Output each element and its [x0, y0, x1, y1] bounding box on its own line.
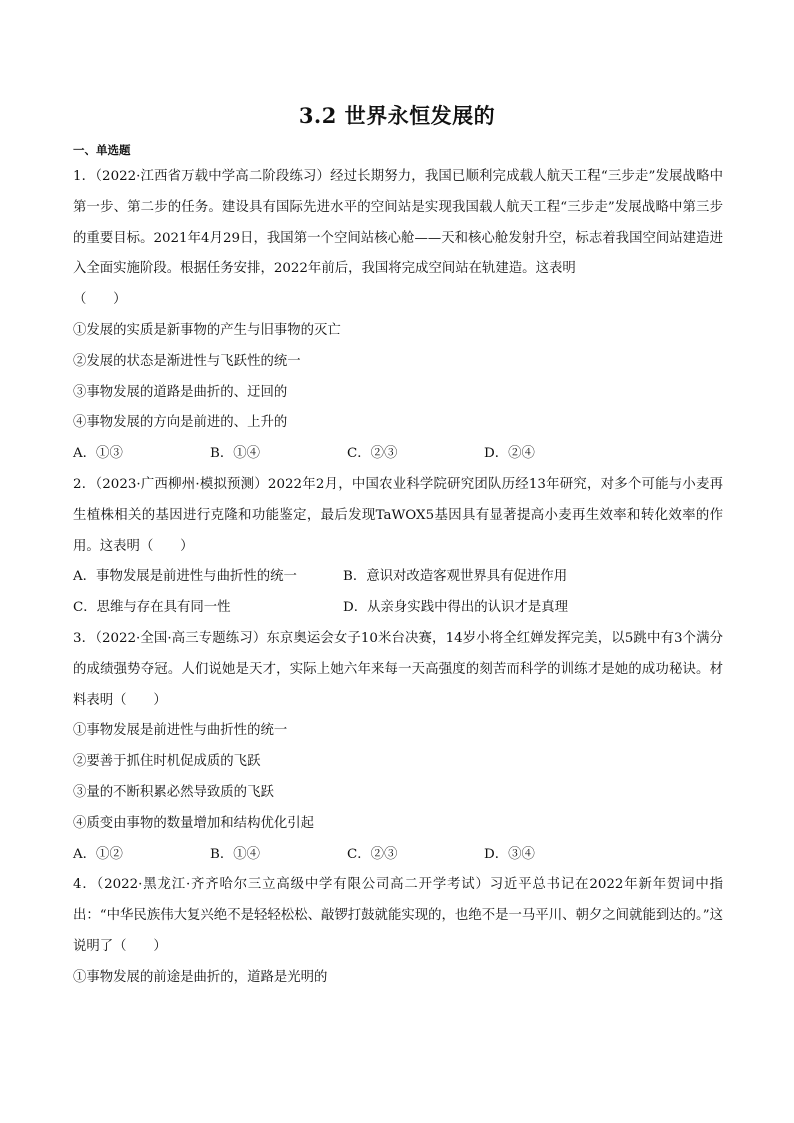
question-3: [73, 624, 723, 870]
question-3-option-d[interactable]: D．③④: [484, 846, 535, 862]
question-1-stem: 1．（2022·江西省万载中学高二阶段练习）经过长期努力，我国已顺利完成载人航天工程“三步走”发展战略中第一步、第二步的任务。建设具有国际先进水平的空间站是实现我国载人航天工程“三步走”发展战略中第三步的重要目标。2021年4月29日，我国第一个空间站核心舱——天和核心舱发射升空，标志着我国空间站建造进入全面实施阶段。根据任务安排，2022年前后，我国将完成空间站在轨建造。这表明: [73, 169, 723, 277]
question-2-stem: 2．（2023·广西柳州·模拟预测）2022年2月，中国农业科学院研究团队历经13年研究，对多个可能与小麦再生植株相关的基因进行克隆和功能鉴定，最后发现TaWOX5基因具有显著提高小麦再生效率和转化效率的作用。这表明（ ）: [73, 476, 723, 554]
question-1-option-d[interactable]: D．②④: [484, 446, 535, 462]
question-1-statement-3: ③事物发展的道路是曲折的、迂回的: [73, 384, 288, 400]
question-3-option-b[interactable]: B．①④: [210, 846, 261, 862]
question-2-options-row-1: [73, 562, 723, 593]
question-1-option-c[interactable]: C．②③: [347, 446, 398, 462]
document-title: 3.2 世界永恒发展的: [298, 103, 496, 128]
question-1-option-a[interactable]: A．①③: [73, 446, 123, 462]
question-2: [73, 470, 723, 624]
question-4-stem: 4．（2022·黑龙江·齐齐哈尔三立高级中学有限公司高二开学考试）习近平总书记在2022年新年贺词中指出：“中华民族伟大复兴绝不是轻轻松松、敲锣打鼓就能实现的，也绝不是一马平川、朝夕之间就能到达的。”这说明了（ ）: [73, 877, 723, 954]
question-2-options-row-2: [73, 593, 723, 624]
question-1-statement-4: ④事物发展的方向是前进的、上升的: [73, 415, 288, 431]
question-3-statement-1: ①事物发展是前进性与曲折性的统一: [73, 723, 288, 739]
question-3-statement-2: ②要善于抓住时机促成质的飞跃: [73, 754, 261, 770]
question-1-option-b[interactable]: B．①④: [210, 446, 261, 462]
question-3-statement-4: ④质变由事物的数量增加和结构优化引起: [73, 815, 315, 831]
question-3-statement-3: ③量的不断积累必然导致质的飞跃: [73, 784, 274, 800]
question-2-option-a[interactable]: A．事物发展是前进性与曲折性的统一: [73, 569, 297, 585]
question-1-statement-1: ①发展的实质是新事物的产生与旧事物的灭亡: [73, 322, 341, 338]
question-4-statement-1: ①事物发展的前途是曲折的，道路是光明的: [73, 969, 328, 985]
question-1-answer-blank: （ ）: [73, 292, 127, 308]
question-2-option-c[interactable]: C．思维与存在具有同一性: [73, 600, 231, 616]
question-3-options: [73, 840, 723, 871]
question-list: [73, 162, 723, 994]
question-2-option-d[interactable]: D．从亲身实践中得出的认识才是真理: [343, 600, 568, 616]
question-3-stem: 3．（2022·全国·高三专题练习）东京奥运会女子10米台决赛，14岁小将全红婵发挥完美，以5跳中有3个满分的成绩强势夺冠。人们说她是天才，实际上她六年来每一天高强度的刻苦而科学的训练才是她的成功秘诀。材料表明（ ）: [73, 630, 723, 708]
question-4: [73, 870, 723, 993]
section-heading: 一、单选题: [73, 143, 131, 157]
question-1: [73, 162, 723, 470]
question-1-options: [73, 439, 723, 470]
question-3-option-c[interactable]: C．②③: [347, 846, 398, 862]
question-3-option-a[interactable]: A．①②: [73, 846, 123, 862]
question-2-option-b[interactable]: B．意识对改造客观世界具有促进作用: [343, 569, 568, 585]
question-1-statement-2: ②发展的状态是渐进性与飞跃性的统一: [73, 353, 301, 369]
